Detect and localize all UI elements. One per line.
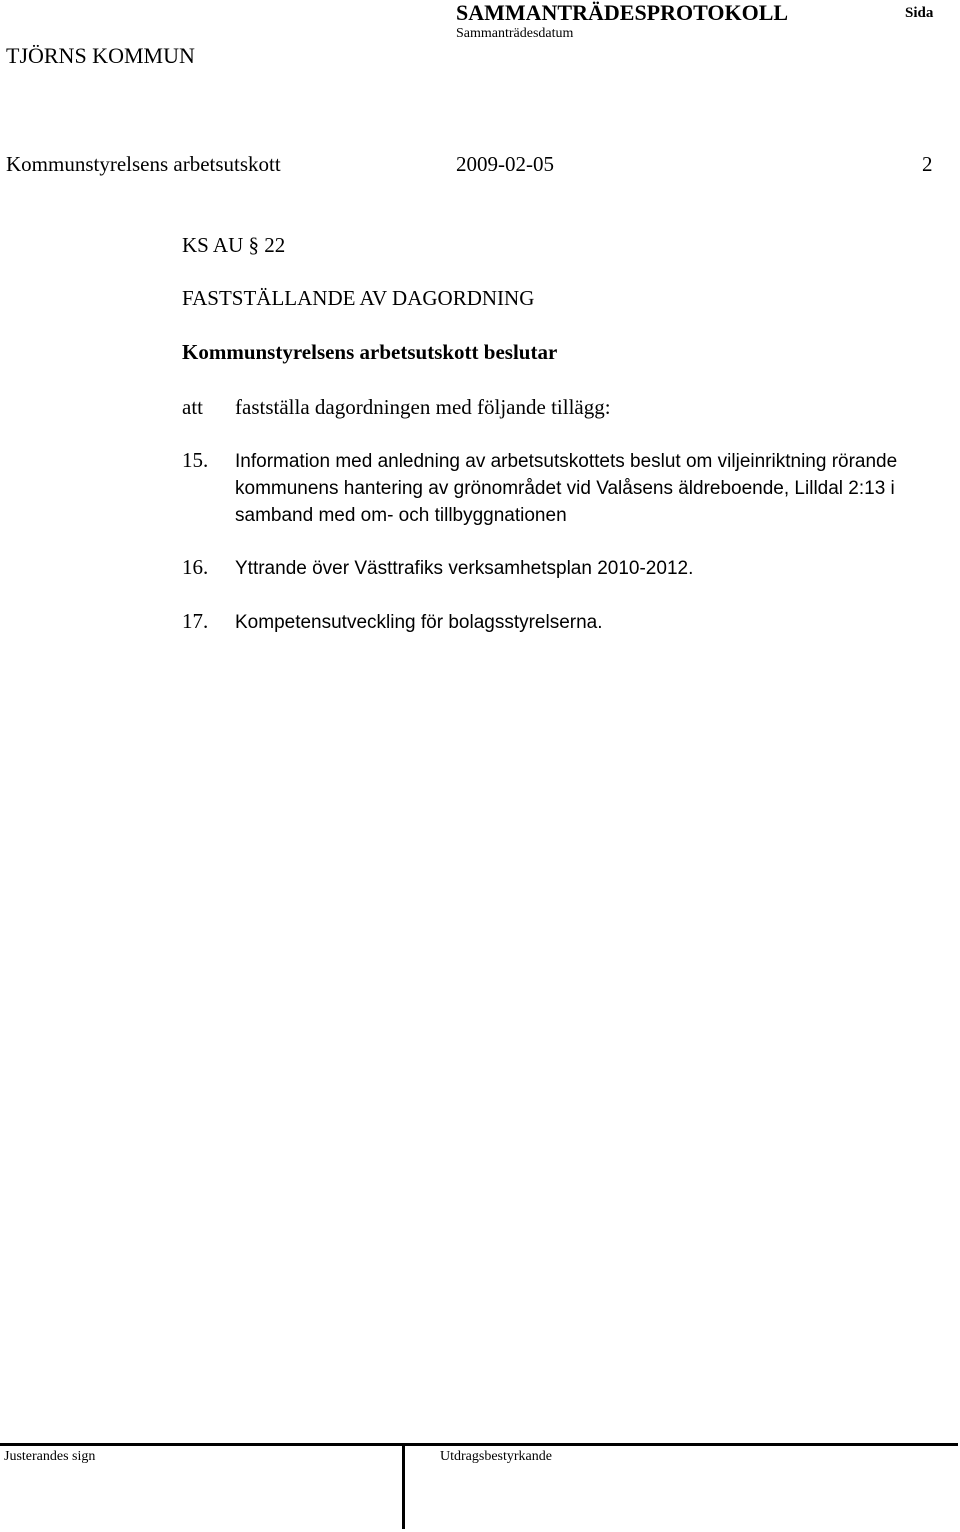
meeting-date-label: Sammanträdesdatum (456, 26, 574, 41)
agenda-item-15-text: Information med anledning av arbetsutskottets beslut om viljeinriktning rörande kommunens hantering av grönområdet vid Valåsens äldreboende, Lilldal 2:13 i samband med om- och tillbyggnationen (235, 451, 898, 526)
paragraph-title: FASTSTÄLLANDE AV DAGORDNING (182, 286, 535, 310)
footer-rule (0, 1443, 958, 1446)
att-keyword: att (182, 395, 203, 419)
agenda-item-17-number: 17. (182, 609, 209, 633)
meeting-body: Kommunstyrelsens arbetsutskott (6, 152, 281, 176)
page-number: 2 (922, 152, 933, 176)
decision-text: fastställa dagordningen med följande tillägg: (235, 395, 611, 419)
agenda-item-16-number: 16. (182, 555, 209, 579)
footer-divider (402, 1443, 405, 1529)
page-label: Sida (905, 5, 934, 21)
signature-label: Justerandes sign (4, 1449, 96, 1464)
certification-label: Utdragsbestyrkande (440, 1449, 552, 1464)
agenda-item-17-text: Kompetensutveckling för bolagsstyrelserna. (235, 612, 603, 633)
agenda-item-16-text: Yttrande över Västtrafiks verksamhetsplan 2010-2012. (235, 558, 694, 579)
agenda-item-15-number: 15. (182, 448, 209, 472)
municipality-name: TJÖRNS KOMMUN (6, 43, 195, 68)
paragraph-reference: KS AU § 22 (182, 233, 286, 257)
decision-lead: Kommunstyrelsens arbetsutskott beslutar (182, 340, 558, 364)
document-type-title: SAMMANTRÄDESPROTOKOLL (456, 0, 789, 25)
meeting-date: 2009-02-05 (456, 152, 554, 176)
